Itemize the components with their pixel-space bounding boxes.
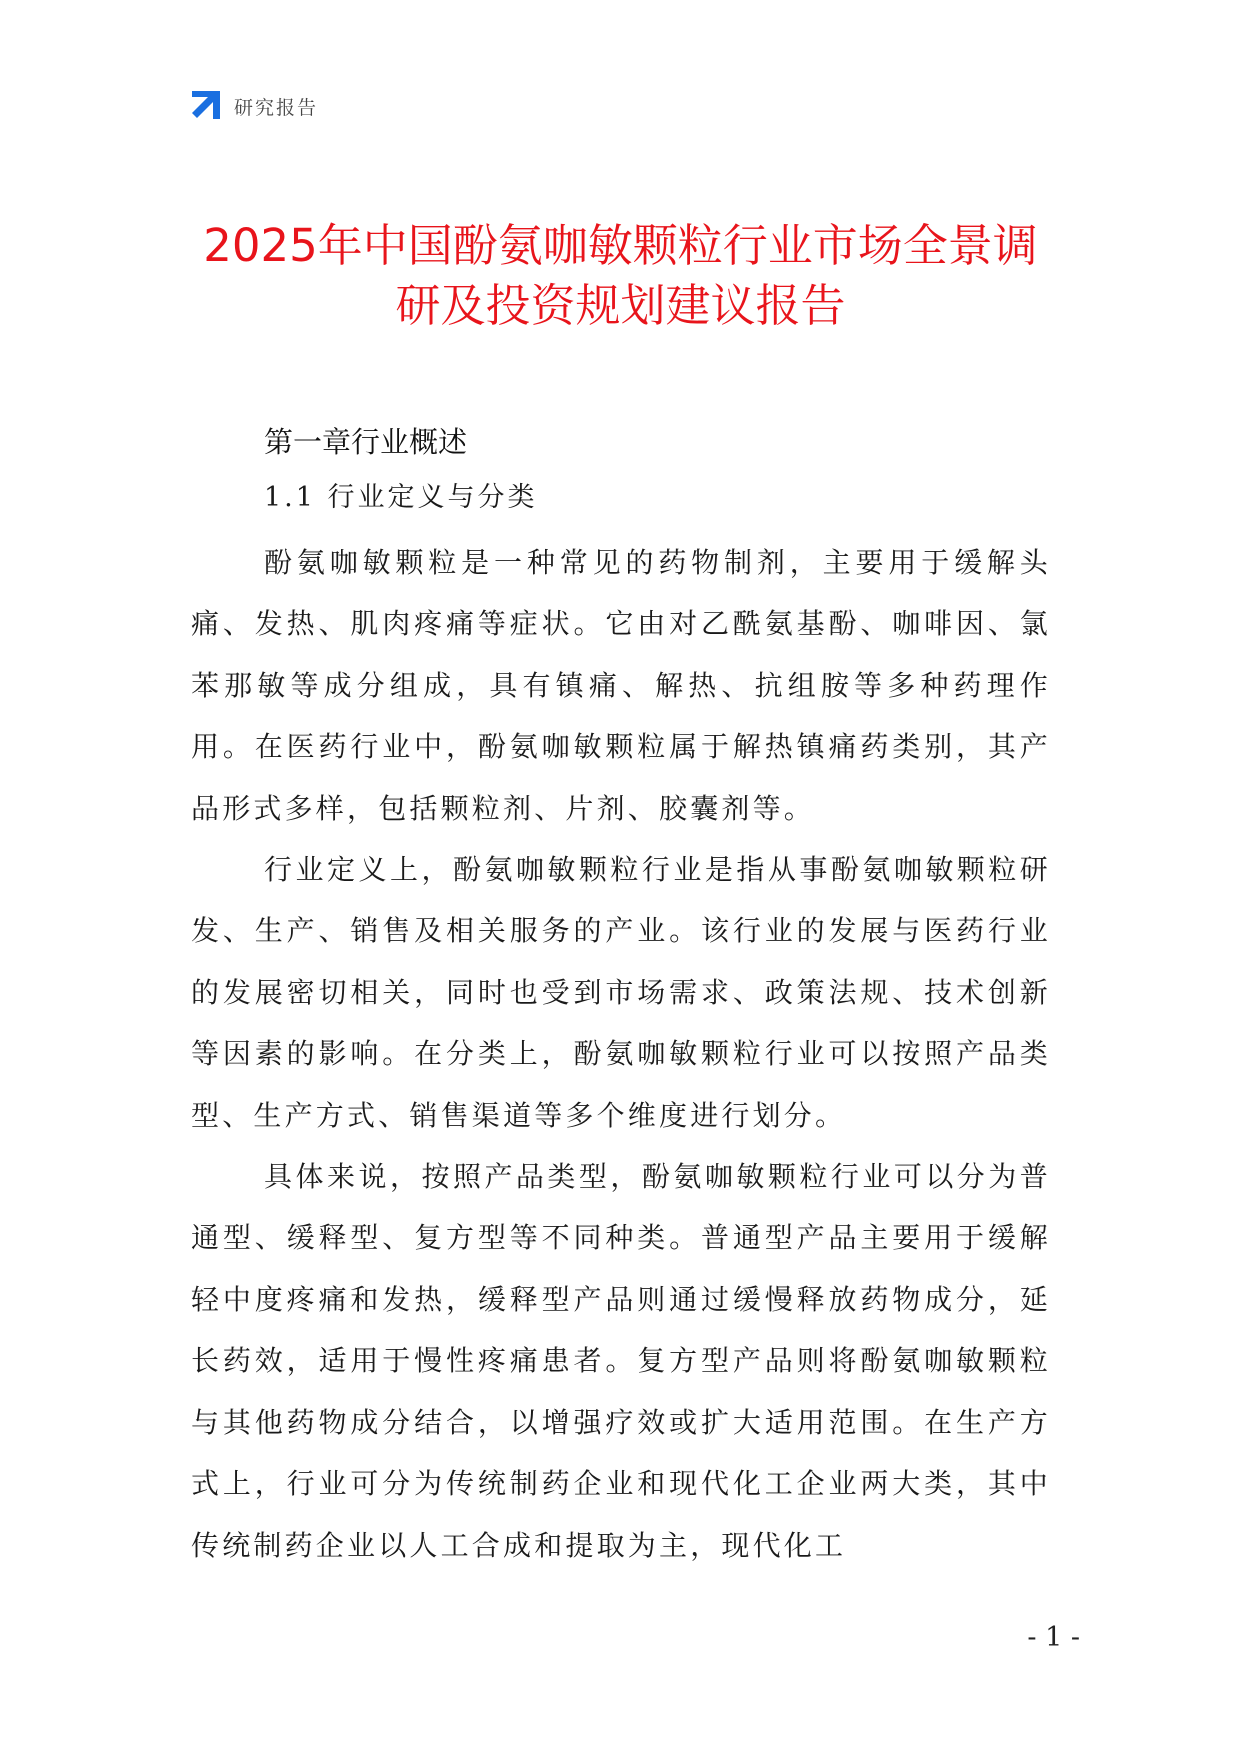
report-title	[150, 216, 1091, 336]
report-header	[188, 88, 318, 124]
section-heading: 1.1 行业定义与分类	[264, 482, 538, 513]
header-label: 研究报告	[234, 96, 319, 119]
report-body	[191, 418, 1051, 1576]
title-line-2: 研及投资规划建议报告	[395, 279, 846, 332]
body-paragraph: 酚氨咖敏颗粒是一种常见的药物制剂，主要用于缓解头痛、发热、肌肉疼痛等症状。它由对乙酰氨基酚、咖啡因、氯苯那敏等成分组成，具有镇痛、解热、抗组胺等多种药理作用。在医药行业中，酚氨咖敏颗粒属于解热镇痛药类别，其产品形式多样，包括颗粒剂、片剂、胶囊剂等。	[191, 546, 1051, 825]
page-number: - 1 -	[1027, 1622, 1080, 1653]
arrow-up-right-icon	[188, 89, 222, 123]
chapter-heading: 第一章行业概述	[264, 425, 468, 459]
body-paragraph: 行业定义上，酚氨咖敏颗粒行业是指从事酚氨咖敏颗粒研发、生产、销售及相关服务的产业。该行业的发展与医药行业的发展密切相关，同时也受到市场需求、政策法规、技术创新等因素的影响。在分类上，酚氨咖敏颗粒行业可以按照产品类型、生产方式、销售渠道等多个维度进行划分。	[191, 853, 1051, 1132]
title-line-1: 2025年中国酚氨咖敏颗粒行业市场全景调	[203, 219, 1038, 272]
body-paragraph: 具体来说，按照产品类型，酚氨咖敏颗粒行业可以分为普通型、缓释型、复方型等不同种类。普通型产品主要用于缓解轻中度疼痛和发热，缓释型产品则通过缓慢释放药物成分，延长药效，适用于慢性疼痛患者。复方型产品则将酚氨咖敏颗粒与其他药物成分结合，以增强疗效或扩大适用范围。在生产方式上，行业可分为传统制药企业和现代化工企业两大类，其中传统制药企业以人工合成和提取为主，现代化工	[191, 1160, 1051, 1562]
